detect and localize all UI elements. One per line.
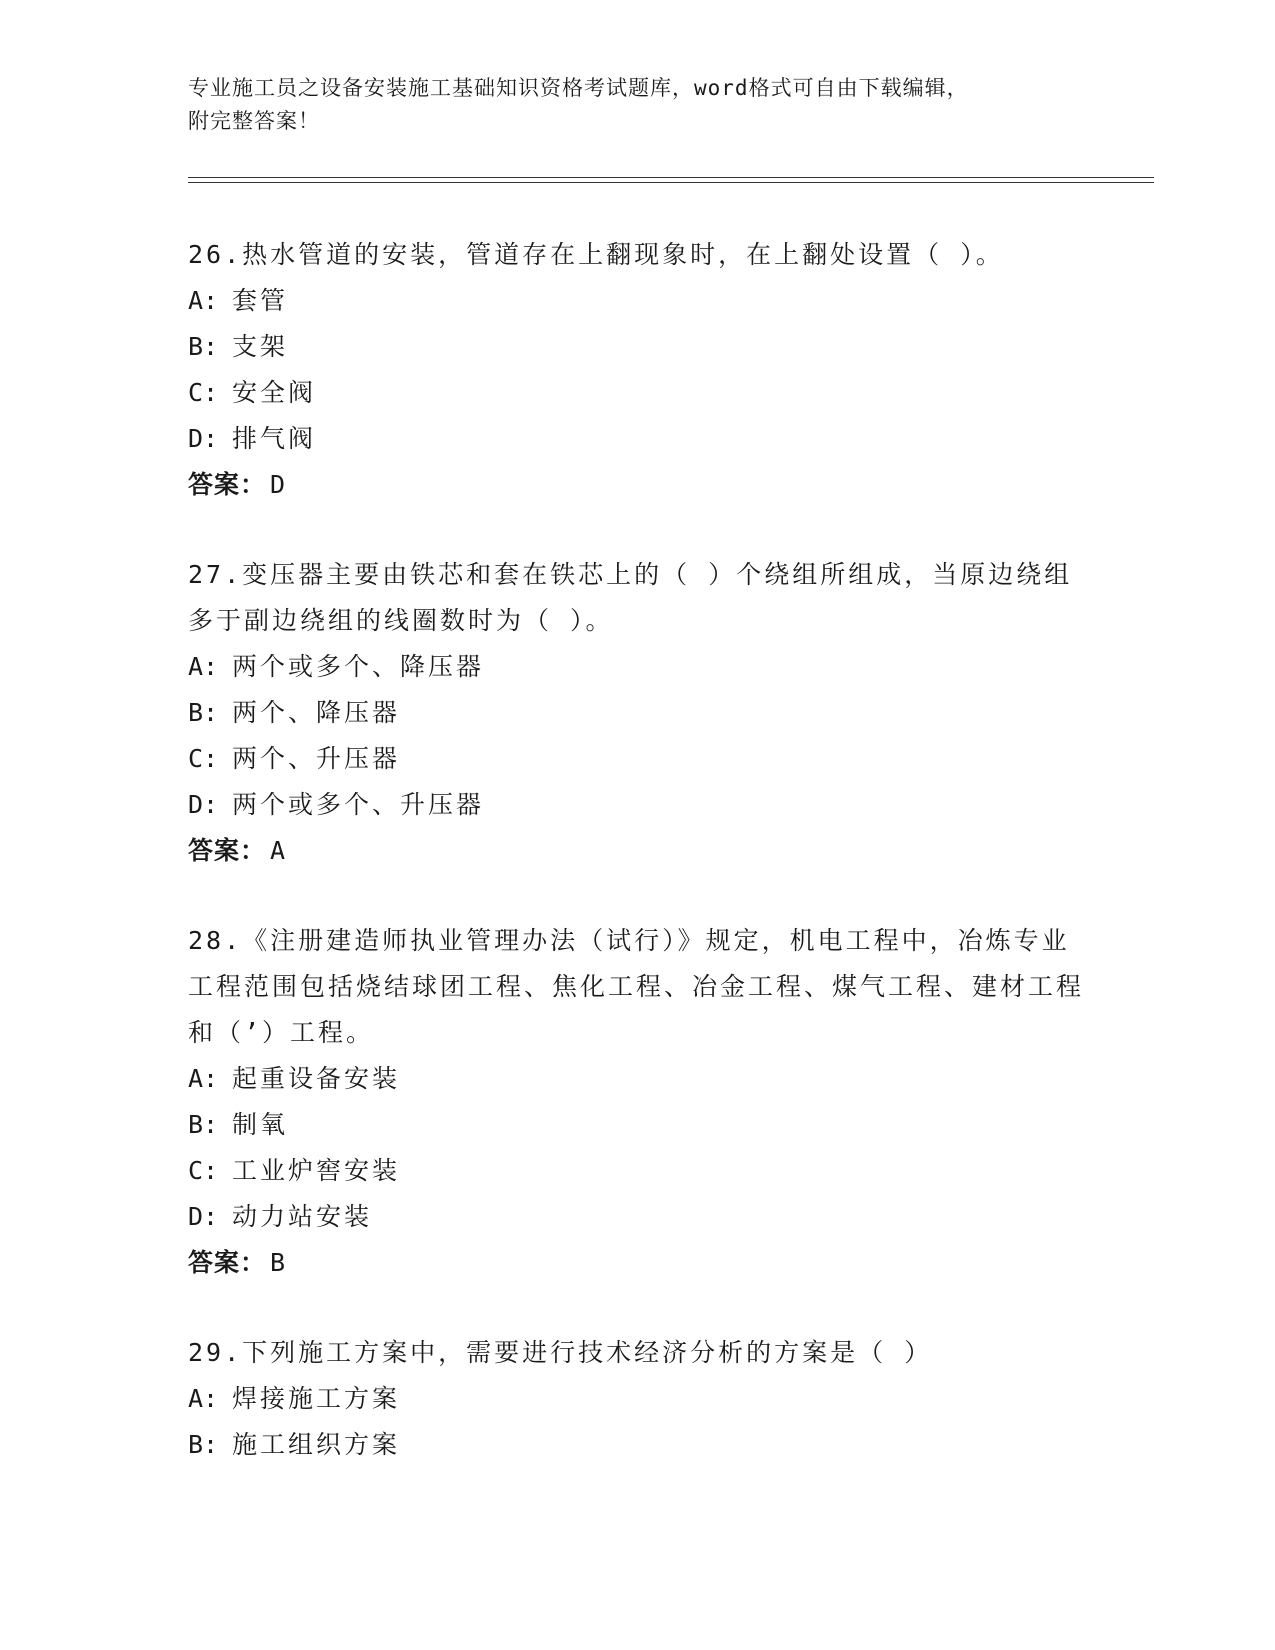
option-letter: A:: [188, 1064, 219, 1093]
answer-label: 答案：: [188, 836, 267, 865]
option-text: 支架: [232, 332, 289, 361]
option-d: [188, 1194, 1088, 1240]
option-b: [188, 324, 1088, 370]
option-text: 工业炉窖安装: [232, 1156, 401, 1185]
question-28: [188, 918, 1088, 1286]
option-text: 安全阀: [232, 378, 317, 407]
answer-line: [188, 828, 1088, 874]
question-text: 26.热水管道的安装，管道存在上翻现象时，在上翻处设置（ ）。: [188, 240, 1004, 269]
option-b: [188, 690, 1088, 736]
option-letter: D:: [188, 1202, 219, 1231]
option-a: [188, 1056, 1088, 1102]
question-text: 28.《注册建造师执业管理办法（试行）》规定，机电工程中，冶炼专业工程范围包括烧结球团工程、焦化工程、冶金工程、煤气工程、建材工程和（’）工程。: [188, 926, 1085, 1047]
option-letter: B:: [188, 1110, 219, 1139]
option-text: 两个或多个、升压器: [232, 790, 485, 819]
option-text: 动力站安装: [232, 1202, 373, 1231]
question-list: [188, 232, 1088, 1512]
option-text: 制氧: [232, 1110, 289, 1139]
option-c: [188, 370, 1088, 416]
option-text: 起重设备安装: [232, 1064, 401, 1093]
question-text: 27.变压器主要由铁芯和套在铁芯上的（ ）个绕组所组成，当原边绕组多于副边绕组的线圈数时为（ ）。: [188, 560, 1073, 635]
option-letter: B:: [188, 1430, 219, 1459]
header-divider-bottom: [188, 182, 1154, 183]
option-text: 排气阀: [232, 424, 317, 453]
answer-label: 答案：: [188, 1248, 267, 1277]
option-letter: B:: [188, 332, 219, 361]
question-27: [188, 552, 1088, 874]
option-text: 施工组织方案: [232, 1430, 401, 1459]
question-29: [188, 1330, 1088, 1468]
option-a: [188, 644, 1088, 690]
option-text: 焊接施工方案: [232, 1384, 401, 1413]
option-letter: C:: [188, 1156, 219, 1185]
answer-label: 答案：: [188, 470, 267, 499]
answer-value: A: [270, 836, 287, 865]
option-letter: C:: [188, 378, 219, 407]
option-letter: A:: [188, 652, 219, 681]
question-text: 29.下列施工方案中，需要进行技术经济分析的方案是（ ）: [188, 1338, 933, 1367]
answer-line: [188, 462, 1088, 508]
option-a: [188, 1376, 1088, 1422]
option-letter: C:: [188, 744, 219, 773]
option-text: 两个、降压器: [232, 698, 401, 727]
header-divider-top: [188, 177, 1154, 178]
option-letter: D:: [188, 424, 219, 453]
option-d: [188, 416, 1088, 462]
document-header: [188, 72, 1088, 138]
header-line-2: 附完整答案！: [188, 109, 320, 133]
option-b: [188, 1422, 1088, 1468]
option-letter: A:: [188, 286, 219, 315]
answer-value: D: [270, 470, 287, 499]
option-letter: D:: [188, 790, 219, 819]
option-text: 两个或多个、降压器: [232, 652, 485, 681]
answer-value: B: [270, 1248, 287, 1277]
option-letter: B:: [188, 698, 219, 727]
question-26: [188, 232, 1088, 508]
option-text: 套管: [232, 286, 289, 315]
option-b: [188, 1102, 1088, 1148]
option-c: [188, 736, 1088, 782]
header-line-1: 专业施工员之设备安装施工基础知识资格考试题库，word格式可自由下载编辑，: [188, 76, 969, 100]
option-d: [188, 782, 1088, 828]
option-a: [188, 278, 1088, 324]
option-text: 两个、升压器: [232, 744, 401, 773]
option-c: [188, 1148, 1088, 1194]
answer-line: [188, 1240, 1088, 1286]
option-letter: A:: [188, 1384, 219, 1413]
